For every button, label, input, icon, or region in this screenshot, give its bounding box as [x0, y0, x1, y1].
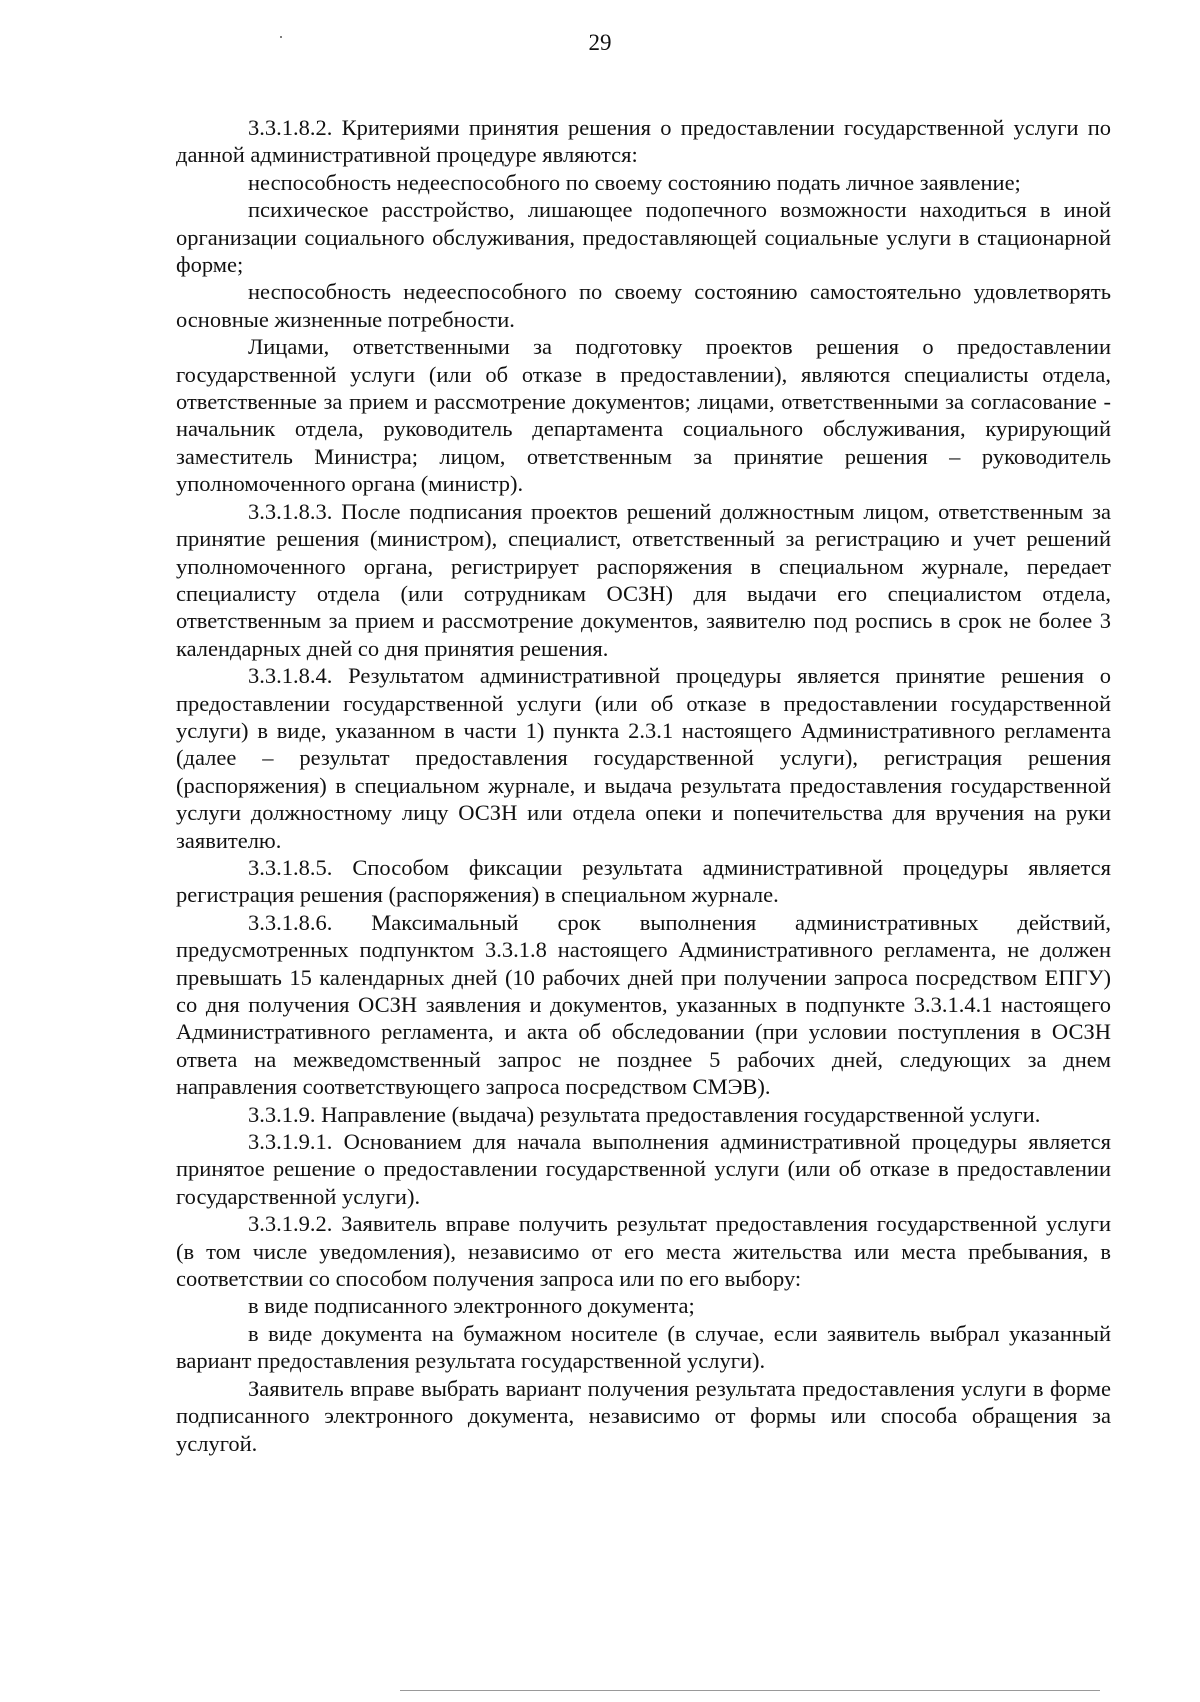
document-body	[176, 114, 1111, 1457]
paragraph-criterion-2: психическое расстройство, лишающее подопечного возможности находиться в иной организации социального обслуживания, предоставляющей социальные услуги в стационарной форме;	[176, 197, 1111, 278]
paragraph-3-3-1-8-4: 3.3.1.8.4. Результатом административной процедуры является принятие решения о предоставлении государственной услуги (или об отказе в предоставлении государственной услуги) в виде, указанном в части 1) пункта 2.3.1 настоящего Административного регламента (далее – результат предоставления государственной услуги), регистрация решения (распоряжения) в специальном журнале, и выдача результата предоставления государственной услуги должностному лицу ОСЗН или отдела опеки и попечительства для вручения на руки заявителю.	[176, 663, 1111, 853]
paragraph-responsible-persons: Лицами, ответственными за подготовку проектов решения о предоставлении государственной услуги (или об отказе в предоставлении), являются специалисты отдела, ответственные за прием и рассмотрение документов; лицами, ответственными за согласование - начальник отдела, руководитель департамента социального обслуживания, курирующий заместитель Министра; лицом, ответственным за принятие решения – руководитель уполномоченного органа (министр).	[176, 334, 1111, 497]
paragraph-3-3-1-9: 3.3.1.9. Направление (выдача) результата предоставления государственной услуги.	[248, 1101, 1041, 1127]
paragraph-criterion-1: неспособность недееспособного по своему состоянию подать личное заявление;	[248, 169, 1021, 195]
paragraph-criterion-3: неспособность недееспособного по своему состоянию самостоятельно удовлетворять основные жизненные потребности.	[176, 279, 1111, 332]
paragraph-3-3-1-9-2: 3.3.1.9.2. Заявитель вправе получить результат предоставления государственной услуги (в том числе уведомления), независимо от его места жительства или места пребывания, в соответствии со способом получения запроса или по его выбору:	[176, 1211, 1111, 1292]
paragraph-3-3-1-8-3: 3.3.1.8.3. После подписания проектов решений должностным лицом, ответственным за принятие решения (министром), специалист, ответственный за регистрацию и учет решений уполномоченного органа, регистрирует распоряжения в специальном журнале, передает специалисту отдела (или сотрудникам ОСЗН) для выдачи его специалистом отдела, ответственным за прием и рассмотрение документов, заявителю под роспись в срок не более 3 календарных дней со дня принятия решения.	[176, 498, 1111, 661]
page-number: 29	[588, 30, 612, 55]
paragraph-3-3-1-8-5: 3.3.1.8.5. Способом фиксации результата административной процедуры является регистрация решения (распоряжения) в специальном журнале.	[176, 854, 1111, 908]
paragraph-3-3-1-9-1: 3.3.1.9.1. Основанием для начала выполнения административной процедуры является принятое решение о предоставлении государственной услуги (или об отказе в предоставлении государственной услуги).	[176, 1129, 1111, 1209]
paragraph-applicant-choice: Заявитель вправе выбрать вариант получения результата предоставления услуги в форме подписанного электронного документа, независимо от формы или способа обращения за услугой.	[176, 1375, 1111, 1456]
paragraph-3-3-1-8-6: 3.3.1.8.6. Максимальный срок выполнения административных действий, предусмотренных подпунктом 3.3.1.8 настоящего Административного регламента, не должен превышать 15 календарных дней (10 рабочих дней при получении запроса посредством ЕПГУ) со дня получения ОСЗН заявления и документов, указанных в подпункте 3.3.1.4.1 настоящего Административного регламента, и акта об обследовании (при условии поступления в ОСЗН ответа на межведомственный запрос не позднее 5 рабочих дней, следующих за днем направления соответствующего запроса посредством СМЭВ).	[176, 909, 1111, 1100]
bottom-scan-line	[400, 1690, 1100, 1691]
paragraph-option-electronic: в виде подписанного электронного документа;	[248, 1293, 695, 1319]
paragraph-3-3-1-8-2: 3.3.1.8.2. Критериями принятия решения о предоставлении государственной услуги по данной административной процедуре являются:	[176, 115, 1111, 168]
paragraph-option-paper: в виде документа на бумажном носителе (в случае, если заявитель выбрал указанный вариант предоставления результата государственной услуги).	[176, 1320, 1111, 1374]
